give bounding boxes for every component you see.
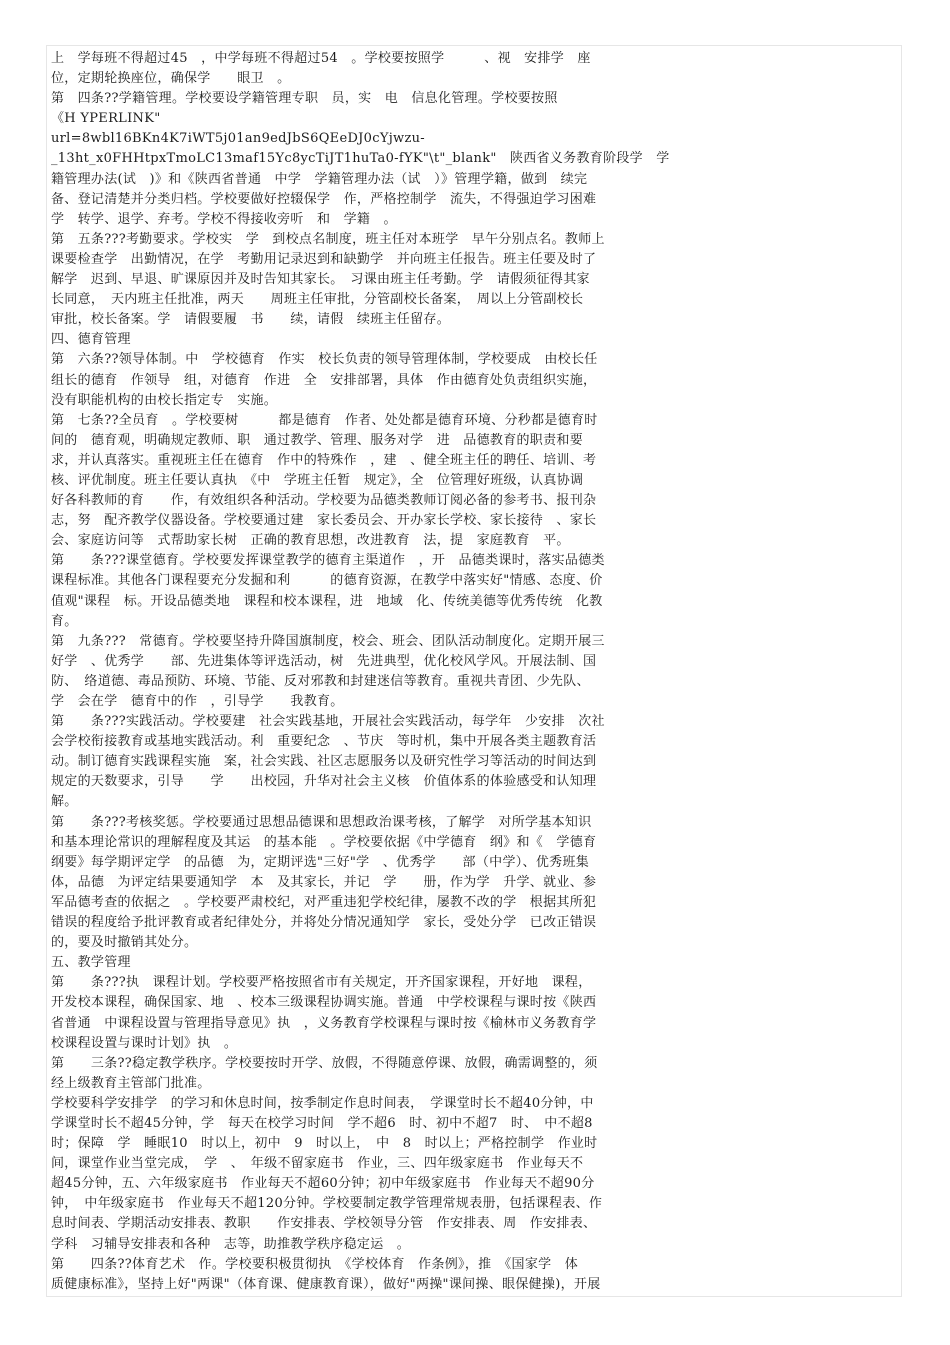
text-line: 位，定期轮换座位，确保学 眼卫 。 bbox=[51, 71, 291, 87]
text-line: 志，努 配齐教学仪器设备。学校要通过建 家长委员会、开办家长学校、家长接待 、家长 bbox=[51, 513, 597, 529]
document-page bbox=[46, 45, 902, 1297]
text-line: 学校要科学安排学 的学习和休息时间，按季制定作息时间表， 学课堂时长不超40分钟，中 bbox=[51, 1095, 594, 1111]
text-line: 的，要及时撤销其处分。 bbox=[51, 935, 198, 951]
text-line: _13ht_x0FHHtpxTmoLC13maf15Yc8ycTiJT1huTa0-fYK"\t"_blank" 陕西省义务教育阶段学 学 bbox=[51, 151, 670, 167]
text-line: 核、评优制度。班主任要认真执 《中 学班主任暂 规定》，全 位管理好班级，认真协调 bbox=[51, 472, 584, 488]
text-line: 第 五条???考勤要求。学校实 学 到校点名制度，班主任对本班学 早午分别点名。教师上 bbox=[51, 231, 605, 247]
text-line: 第 条???执 课程计划。学校要严格按照省市有关规定，开齐国家课程，开好地 课程， bbox=[51, 975, 592, 991]
text-line: 备、登记清楚并分类归档。学校要做好控辍保学 作，严格控制学 流失，不得强迫学习困难 bbox=[51, 191, 597, 207]
text-line: 好学 、优秀学 部、先进集体等评选活动，树 先进典型，优化校风学风。开展法制、国 bbox=[51, 653, 597, 669]
text-line: 长同意， 天内班主任批准，两天 周班主任审批，分管副校长备案， 周以上分管副校长 bbox=[51, 292, 584, 308]
text-line: 经上级教育主管部门批准。 bbox=[51, 1075, 211, 1091]
text-line: 第 四条??体育艺术 作。学校要积极贯彻执 《学校体育 作条例》，推 《国家学 体 bbox=[51, 1256, 579, 1272]
text-line: 组长的德育 作领导 组，对德育 作进 全 安排部署，具体 作由德育处负责组织实施， bbox=[51, 372, 597, 388]
text-line: 学课堂时长不超45分钟，学 每天在校学习时间 学不超6 时、初中不超7 时、 中不超8 bbox=[51, 1115, 593, 1131]
text-line: 解。 bbox=[51, 794, 78, 810]
text-line: 和基本理论常识的理解程度及其运 的基本能 。学校要依据《中学德育 纲》和《 学德育 bbox=[51, 834, 597, 850]
text-line: 上 学每班不得超过45 ，中学每班不得超过54 。学校要按照学 、视 安排学 座 bbox=[51, 51, 591, 66]
text-line: 解学 迟到、早退、旷课原因并及时告知其家长。 习课由班主任考勤。学 请假须征得其家 bbox=[51, 272, 590, 288]
text-line: 没有职能机构的由校长指定专 实施。 bbox=[51, 392, 278, 408]
text-line: 审批，校长备案。学 请假要履 书 续，请假 续班主任留存。 bbox=[51, 312, 451, 328]
text-line: 军品德考查的依据之 。学校要严肃校纪，对严重违犯学校纪律，屡教不改的学 根据其所犯 bbox=[51, 894, 597, 910]
text-line: 第 四条??学籍管理。学校要设学籍管理专职 员，实 电 信息化管理。学校要按照 bbox=[51, 91, 558, 107]
text-line: 求，并认真落实。重视班主任在德育 作中的特殊作 ，建 、健全班主任的聘任、培训、考 bbox=[51, 452, 597, 468]
text-line: url=8wbl16BKn4K7iWT5j01an9edJbS6QEeDJ0cYjwzu- bbox=[51, 131, 425, 147]
text-line: 体，品德 为评定结果要通知学 本 及其家长，并记 学 册，作为学 升学、就业、参 bbox=[51, 874, 597, 890]
text-line: 好各科教师的育 作，有效组织各种活动。学校要为品德类教师订阅必备的参考书、报刊杂 bbox=[51, 493, 597, 509]
text-line: 学 转学、退学、弃考。学校不得接收旁听 和 学籍 。 bbox=[51, 211, 397, 227]
text-line: 第 七条??全员育 。学校要树 都是德育 作者、处处都是德育环境、分秒都是德育时 bbox=[51, 412, 598, 428]
text-line: 间的 德育观，明确规定教师、职 通过教学、管理、服务对学 进 品德教育的职责和要 bbox=[51, 432, 584, 448]
text-line: 错误的程度给予批评教育或者纪律处分，并将处分情况通知学 家长，受处分学 已改正错误 bbox=[51, 915, 597, 931]
text-line: 籍管理办法(试 )》和《陕西省普通 中学 学籍管理办法（试 ）》管理学籍，做到 续完 bbox=[51, 171, 588, 187]
text-line: 防、 络道德、毒品预防、环境、节能、反对邪教和封建迷信等教育。重视共青团、少先队、 bbox=[51, 673, 590, 689]
text-line: 时；保障 学 睡眠10 时以上，初中 9 时以上， 中 8 时以上；严格控制学 作业时 bbox=[51, 1136, 598, 1152]
text-line: 省普通 中课程设置与管理指导意见》执 ，义务教育学校课程与课时按《榆林市义务教育学 bbox=[51, 1015, 597, 1031]
text-line: 息时间表、学期活动安排表、教职 作安排表、学校领导分管 作安排表、周 作安排表、 bbox=[51, 1216, 597, 1232]
text-line: 钟， 中年级家庭书 作业每天不超120分钟。学校要制定教学管理常规表册，包括课程表、作 bbox=[51, 1196, 603, 1212]
text-line: 开发校本课程，确保国家、地 、校本三级课程协调实施。普通 中学校课程与课时按《陕西 bbox=[51, 995, 597, 1011]
text-line: 校课程设置与课时计划》执 。 bbox=[51, 1035, 238, 1051]
text-line: 超45分钟，五、六年级家庭书 作业每天不超60分钟；初中年级家庭书 作业每天不超90分 bbox=[51, 1176, 595, 1192]
text-line: 第 条???考核奖惩。学校要通过思想品德课和思想政治课考核，了解学 对所学基本知识 bbox=[51, 814, 592, 830]
text-line: 纲要》每学期评定学 的品德 为，定期评选"三好"学 、优秀学 部（中学）、优秀班集 bbox=[51, 854, 590, 870]
text-line: 规定的天数要求，引导 学 出校园，升华对社会主义核 价值体系的体验感受和认知理 bbox=[51, 774, 597, 790]
text-line: 第 条???课堂德育。学校要发挥课堂教学的德育主渠道作 ，开 品德类课时，落实品德类 bbox=[51, 553, 605, 569]
text-line: 值观"课程 标。开设品德类地 课程和校本课程，进 地域 化、传统美德等优秀传统 化教 bbox=[51, 593, 603, 609]
text-line: 育。 bbox=[51, 613, 78, 629]
text-line: 课要检查学 出勤情况，在学 考勤用记录迟到和缺勤学 并向班主任报告。班主任要及时了 bbox=[51, 251, 597, 267]
text-line: 课程标准。其他各门课程要充分发掘和利 的德育资源，在教学中落实好"情感、态度、价 bbox=[51, 573, 603, 589]
text-line: 会、家庭访问等 式帮助家长树 正确的教育思想，改进教育 法，提 家庭教育 平。 bbox=[51, 533, 570, 549]
text-line: 学 会在学 德育中的作 ，引导学 我教育。 bbox=[51, 694, 344, 709]
text-line: 五、教学管理 bbox=[51, 955, 131, 971]
text-line: 间，课堂作业当堂完成， 学 、 年级不留家庭书 作业，三、四年级家庭书 作业每天不 bbox=[51, 1156, 584, 1172]
text-line: 动。制订德育实践课程实施 案，社会实践、社区志愿服务以及研究性学习等活动的时间达到 bbox=[51, 754, 597, 770]
text-line: 质健康标准》，坚持上好"两课"（体育课、健康教育课），做好"两操"课间操、眼保健操)，开展 bbox=[51, 1276, 601, 1292]
text-line: 第 三条??稳定教学秩序。学校要按时开学、放假，不得随意停课、放假，确需调整的，须 bbox=[51, 1055, 598, 1071]
document-body bbox=[51, 49, 693, 1295]
text-line: 第 九条??? 常德育。学校要坚持升降国旗制度，校会、班会、团队活动制度化。定期开展三 bbox=[51, 633, 605, 649]
text-line: 第 条???实践活动。学校要建 社会实践基地，开展社会实践活动，每学年 少安排 次社 bbox=[51, 714, 605, 730]
text-line: 四、德育管理 bbox=[51, 332, 131, 348]
text-line: 《H YPERLINK" bbox=[51, 111, 161, 127]
text-line: 学科 习辅导安排表和各种 志等，助推教学秩序稳定运 。 bbox=[51, 1236, 411, 1252]
text-line: 会学校衔接教育或基地实践活动。利 重要纪念 、节庆 等时机，集中开展各类主题教育活 bbox=[51, 734, 597, 750]
text-line: 第 六条??领导体制。中 学校德育 作实 校长负责的领导管理体制，学校要成 由校长任 bbox=[51, 352, 598, 368]
